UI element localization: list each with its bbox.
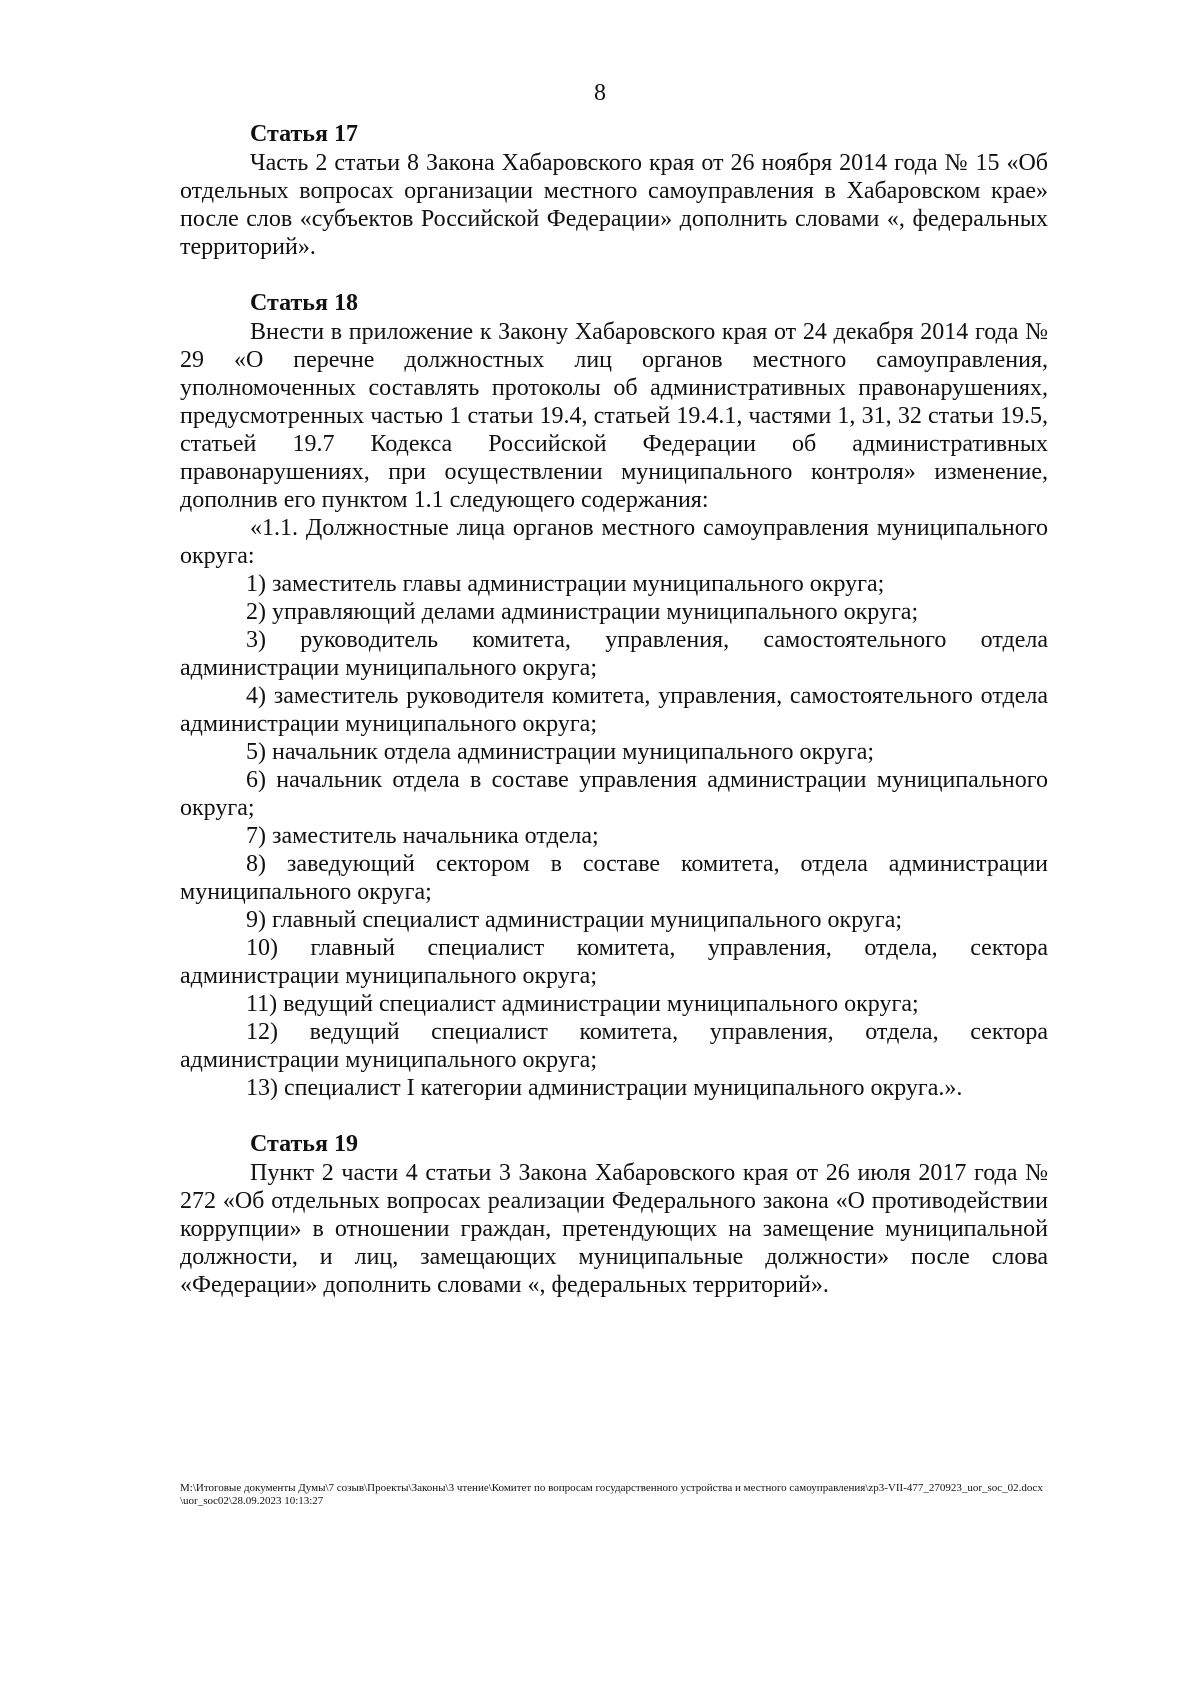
article-18 [180,289,1048,1102]
article-paragraph: Пункт 2 части 4 статьи 3 Закона Хабаровского края от 26 июля 2017 года № 272 «Об отдельных вопросах реализации Федерального закона «О противодействии коррупции» в отношении граждан, претендующих на замещение муниципальной должности, и лиц, замещающих муниципальные должности» после слова «Федерации» дополнить словами «, федеральных территорий». [180,1160,1048,1298]
document-body [180,120,1048,1327]
list-item: 12) ведущий специалист комитета, управления, отдела, сектора администрации муниципального округа; [180,1019,1048,1073]
article-paragraph: «1.1. Должностные лица органов местного самоуправления муниципального округа: [180,515,1048,569]
page-number: 8 [594,80,606,106]
list-item: 1) заместитель главы администрации муниципального округа; [246,571,885,597]
article-heading: Статья 19 [250,1131,358,1157]
list-item: 9) главный специалист администрации муниципального округа; [246,907,903,933]
footer-file-path: M:\Итоговые документы Думы\7 созыв\Проекты\Законы\3 чтение\Комитет по вопросам государственного устройства и местного самоуправления\zp3-VII-477_270923_uor_soc_02.docx\uor_soc02\28.09.2023 10:13:27 [180,1482,1043,1507]
article-paragraph: Внести в приложение к Закону Хабаровского края от 24 декабря 2014 года № 29 «О перечне должностных лиц органов местного самоуправления, уполномоченных составлять протоколы об административных правонарушениях, предусмотренных частью 1 статьи 19.4, статьей 19.4.1, частями 1, 31, 32 статьи 19.5, статьей 19.7 Кодекса Российской Федерации об административных правонарушениях, при осуществлении муниципального контроля» изменение, дополнив его пунктом 1.1 следующего содержания: [180,319,1048,513]
list-item: 4) заместитель руководителя комитета, управления, самостоятельного отдела администрации муниципального округа; [180,683,1048,737]
list-item: 11) ведущий специалист администрации муниципального округа; [246,991,919,1017]
list-item: 6) начальник отдела в составе управления администрации муниципального округа; [180,767,1048,821]
list-item: 5) начальник отдела администрации муниципального округа; [246,739,875,765]
article-19 [180,1130,1048,1299]
list-item: 8) заведующий сектором в составе комитета, отдела администрации муниципального округа; [180,851,1048,905]
list-item: 13) специалист I категории администрации муниципального округа.». [246,1075,963,1101]
article-paragraph: Часть 2 статьи 8 Закона Хабаровского края от 26 ноября 2014 года № 15 «Об отдельных вопросах организации местного самоуправления в Хабаровском крае» после слов «субъектов Российской Федерации» дополнить словами «, федеральных территорий». [180,150,1048,260]
list-item: 3) руководитель комитета, управления, самостоятельного отдела администрации муниципального округа; [180,627,1048,681]
article-heading: Статья 17 [250,121,358,147]
list-item: 10) главный специалист комитета, управления, отдела, сектора администрации муниципального округа; [180,935,1048,989]
list-item: 7) заместитель начальника отдела; [246,823,599,849]
article-heading: Статья 18 [250,290,358,316]
list-item: 2) управляющий делами администрации муниципального округа; [246,599,919,625]
article-17 [180,120,1048,261]
